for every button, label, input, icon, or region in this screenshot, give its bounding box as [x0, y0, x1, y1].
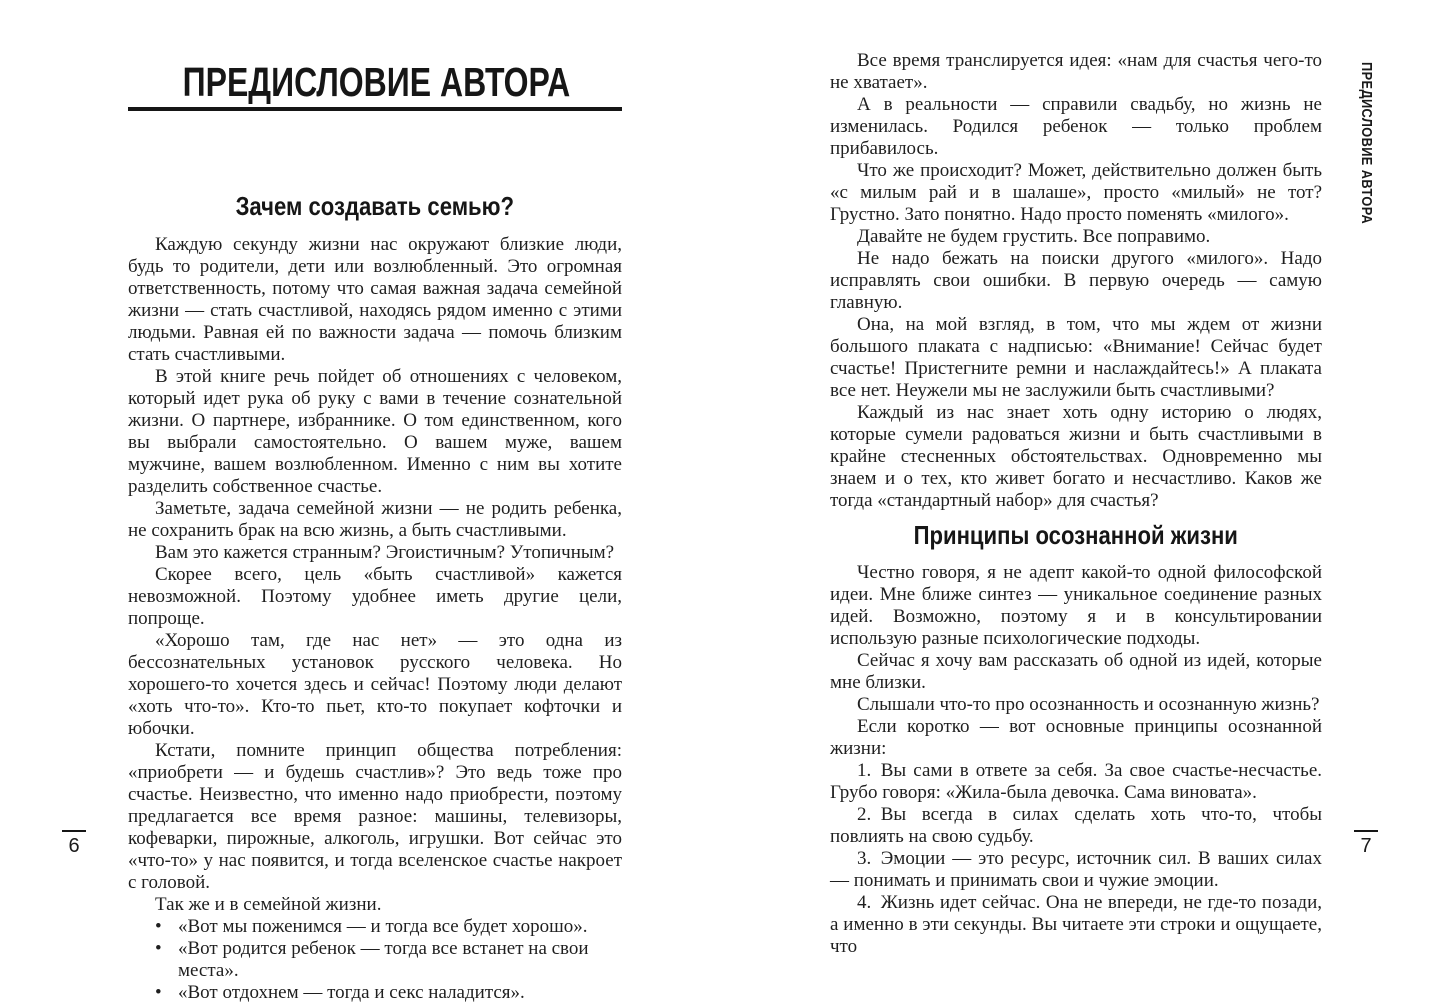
- page-number-right: 7: [1354, 830, 1378, 857]
- paragraph: Сейчас я хочу вам рассказать об одной из идей, которые мне близки.: [830, 650, 1322, 693]
- bullet-item: • «Вот родится ребенок — тогда все встанет на свои места».: [178, 938, 622, 982]
- bullet-item: • «Вот мы поженимся — и тогда все будет хорошо».: [178, 916, 622, 938]
- right-page: [830, 50, 1322, 958]
- left-page: [128, 60, 622, 1004]
- paragraph: 4. Жизнь идет сейчас. Она не впереди, не где-то позади, а именно в эти секунды. Вы читаете эти строки и ощущаете, что: [830, 892, 1322, 957]
- bullet-item: • «Вот отдохнем — тогда и секс наладится».: [178, 982, 622, 1004]
- section-heading-left: [128, 191, 622, 221]
- paragraph: А в реальности — справили свадьбу, но жизнь не изменилась. Родился ребенок — только проблем прибавилось.: [830, 94, 1322, 159]
- chapter-title: ПРЕДИСЛОВИЕ АВТОРА: [182, 59, 571, 105]
- paragraph: Если коротко — вот основные принципы осознанной жизни:: [830, 716, 1322, 759]
- paragraph: Скорее всего, цель «быть счастливой» кажется невозможной. Поэтому удобнее иметь другие цели, попроще.: [128, 564, 622, 629]
- section-heading-right-text: Принципы осознанной жизни: [913, 520, 1239, 550]
- paragraph: Каждую секунду жизни нас окружают близкие люди, будь то родители, дети или возлюбленный. Это огромная ответственность, потому что самая важная задача семейной жизни — стать счастливой, находясь рядом именно с этими людьми. Равная ей по важности задача — помочь близким стать счастливыми.: [128, 234, 622, 365]
- paragraph: Каждый из нас знает хоть одну историю о людях, которые сумели радоваться жизни и быть счастливыми в крайне стесненных обстоятельствах. Одновременно мы знаем и о тех, кто живет богато и несчастливо. Каков же тогда «стандартный набор» для счастья?: [830, 402, 1322, 511]
- chapter-title-rule: [128, 107, 622, 111]
- paragraph: 1. Вы сами в ответе за себя. За свое счастье-несчастье. Грубо говоря: «Жила-была девочка. Сама виновата».: [830, 760, 1322, 803]
- paragraph: Что же происходит? Может, действительно должен быть «с милым рай и в шалаше», просто «милый» не тот? Грустно. Зато понятно. Надо просто поменять «милого».: [830, 160, 1322, 225]
- paragraph: Не надо бежать на поиски другого «милого». Надо исправлять свои ошибки. В первую очередь — самую главную.: [830, 248, 1322, 313]
- paragraph: 3. Эмоции — это ресурс, источник сил. В ваших силах — понимать и принимать свои и чужие эмоции.: [830, 848, 1322, 891]
- bullet-list: [128, 916, 622, 1004]
- paragraph: Вам это кажется странным? Эгоистичным? Утопичным?: [155, 542, 615, 563]
- section-heading-right: [830, 520, 1322, 550]
- paragraph: Все время транслируется идея: «нам для счастья чего-то не хватает».: [830, 50, 1322, 93]
- page-number-left: 6: [62, 830, 86, 857]
- paragraph: «Хорошо там, где нас нет» — это одна из бессознательных установок русского человека. Но хорошего-то хочется здесь и сейчас! Поэтому люди делают «хоть что-то». Кто-то пьет, кто-то покупает кофточки и юбочки.: [128, 630, 622, 739]
- running-head-vertical: ПРЕДИСЛОВИЕ АВТОРА: [1358, 62, 1375, 225]
- paragraph: Слышали что-то про осознанность и осознанную жизнь?: [857, 694, 1320, 715]
- paragraph: Честно говоря, я не адепт какой-то одной философской идеи. Мне ближе синтез — уникальное соединение разных идей. Возможно, поэтому я и в консультировании использую разные психологические подходы.: [830, 562, 1322, 649]
- chapter-header: [128, 60, 622, 111]
- paragraph: Заметьте, задача семейной жизни — не родить ребенка, не сохранить брак на всю жизнь, а быть счастливыми.: [128, 498, 622, 541]
- paragraph: Давайте не будем грустить. Все поправимо.: [857, 226, 1211, 247]
- paragraph: 2. Вы всегда в силах сделать хоть что-то, чтобы повлиять на свою судьбу.: [830, 804, 1322, 847]
- paragraph: В этой книге речь пойдет об отношениях с человеком, который идет рука об руку с вами в течение сознательной жизни. О партнере, избраннике. О том единственном, кого вы выбрали самостоятельно. О вашем муже, вашем мужчине, вашем возлюбленном. Именно с ним вы хотите разделить собственное счастье.: [128, 366, 622, 497]
- paragraph: Так же и в семейной жизни.: [155, 894, 382, 915]
- section-heading-left-text: Зачем создавать семью?: [235, 191, 515, 221]
- paragraph: Кстати, помните принцип общества потребления: «приобрети — и будешь счастлив»? Это ведь тоже про счастье. Неизвестно, что именно надо приобрести, поэтому предлагается все время разное: машины, телевизоры, кофеварки, пирожные, алкоголь, игрушки. Вот сейчас это «что-то» у нас появится, и тогда вселенское счастье накроет с головой.: [128, 740, 622, 893]
- paragraph: Она, на мой взгляд, в том, что мы ждем от жизни большого плаката с надписью: «Внимание! Сейчас будет счастье! Пристегните ремни и наслаждайтесь!» А плаката все нет. Неужели мы не заслужили быть счастливыми?: [830, 314, 1322, 401]
